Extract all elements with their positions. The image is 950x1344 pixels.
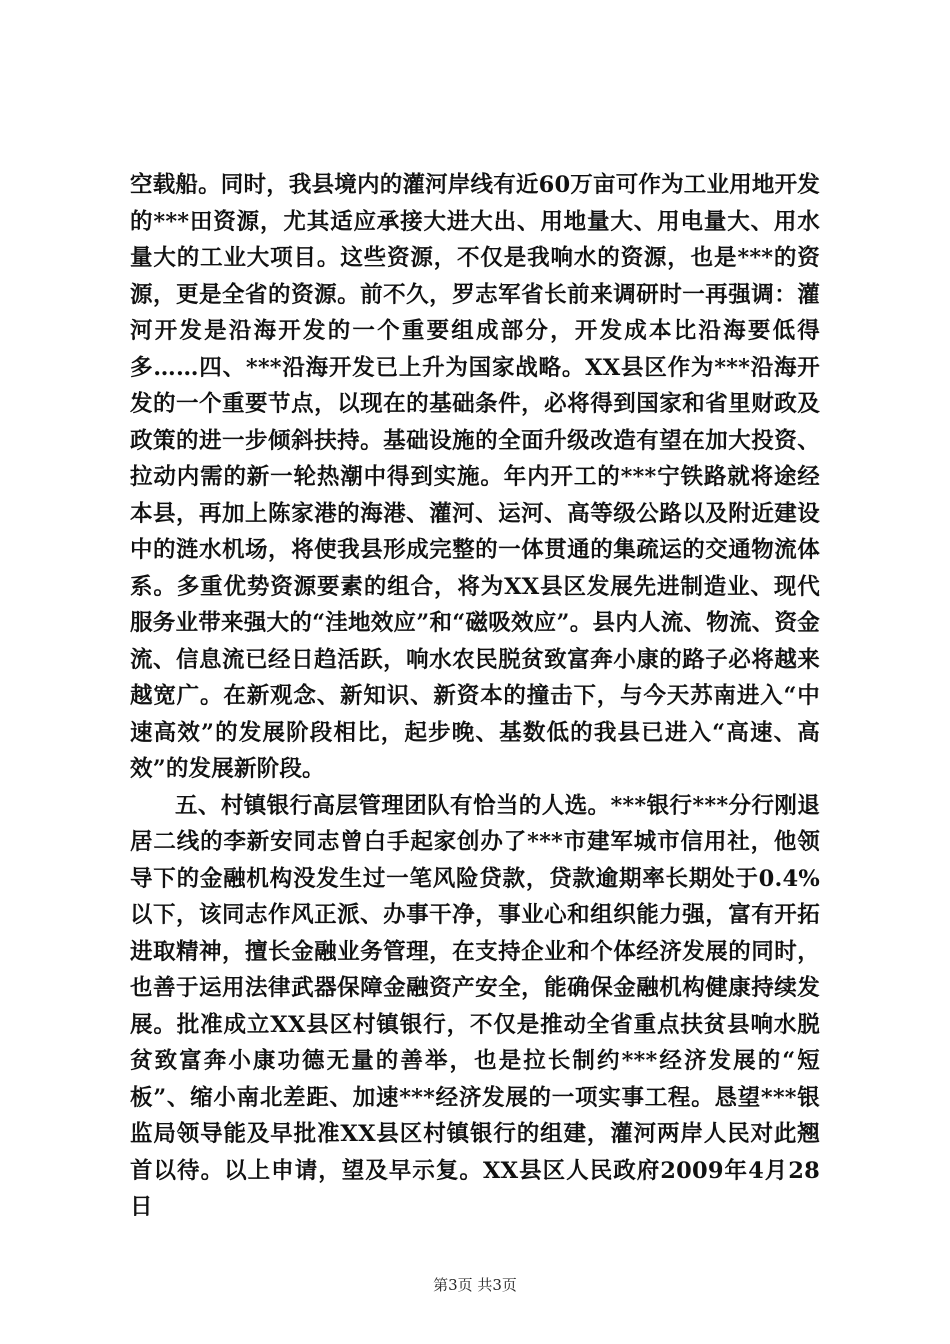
page-footer: 第3页 共3页	[433, 1276, 517, 1294]
document-body	[130, 167, 820, 1226]
paragraph-five: 五、村镇银行高层管理团队有恰当的人选。***银行***分行刚退居二线的李新安同志曾白手起家创办了***市建军城市信用社，他领导下的金融机构没发生过一笔风险贷款，贷款逾期率长期处于0.4%以下，该同志作风正派、办事干净，事业心和组织能力强，富有开拓进取精神，擅长金融业务管理，在支持企业和个体经济发展的同时，也善于运用法律武器保障金融资产安全，能确保金融机构健康持续发展。批准成立XX县区村镇银行，不仅是推动全省重点扶贫县响水脱贫致富奔小康功德无量的善举，也是拉长制约***经济发展的“短板”、缩小南北差距、加速***经济发展的一项实事工程。恳望***银监局领导能及早批准XX县区村镇银行的组建，灌河两岸人民对此翘首以待。以上申请，望及早示复。XX县区人民政府2009年4月28日	[130, 792, 820, 1220]
paragraph-continuation: 空载船。同时，我县境内的灌河岸线有近60万亩可作为工业用地开发的***田资源，尤其适应承接大进大出、用地量大、用电量大、用水量大的工业大项目。这些资源，不仅是我响水的资源，也是***的资源，更是全省的资源。前不久，罗志军省长前来调研时一再强调：灌河开发是沿海开发的一个重要组成部分，开发成本比沿海要低得多……四、***沿海开发已上升为国家战略。XX县区作为***沿海开发的一个重要节点，以现在的基础条件，必将得到国家和省里财政及政策的进一步倾斜扶持。基础设施的全面升级改造有望在加大投资、拉动内需的新一轮热潮中得到实施。年内开工的***宁铁路就将途经本县，再加上陈家港的海港、灌河、运河、高等级公路以及附近建设中的涟水机场，将使我县形成完整的一体贯通的集疏运的交通物流体系。多重优势资源要素的组合，将为XX县区发展先进制造业、现代服务业带来强大的“洼地效应”和“磁吸效应”。县内人流、物流、资金流、信息流已经日趋活跃，响水农民脱贫致富奔小康的路子必将越来越宽广。在新观念、新知识、新资本的撞击下，与今天苏南进入“中速高效”的发展阶段相比，起步晚、基数低的我县已进入“高速、高效”的发展新阶段。	[130, 172, 821, 782]
